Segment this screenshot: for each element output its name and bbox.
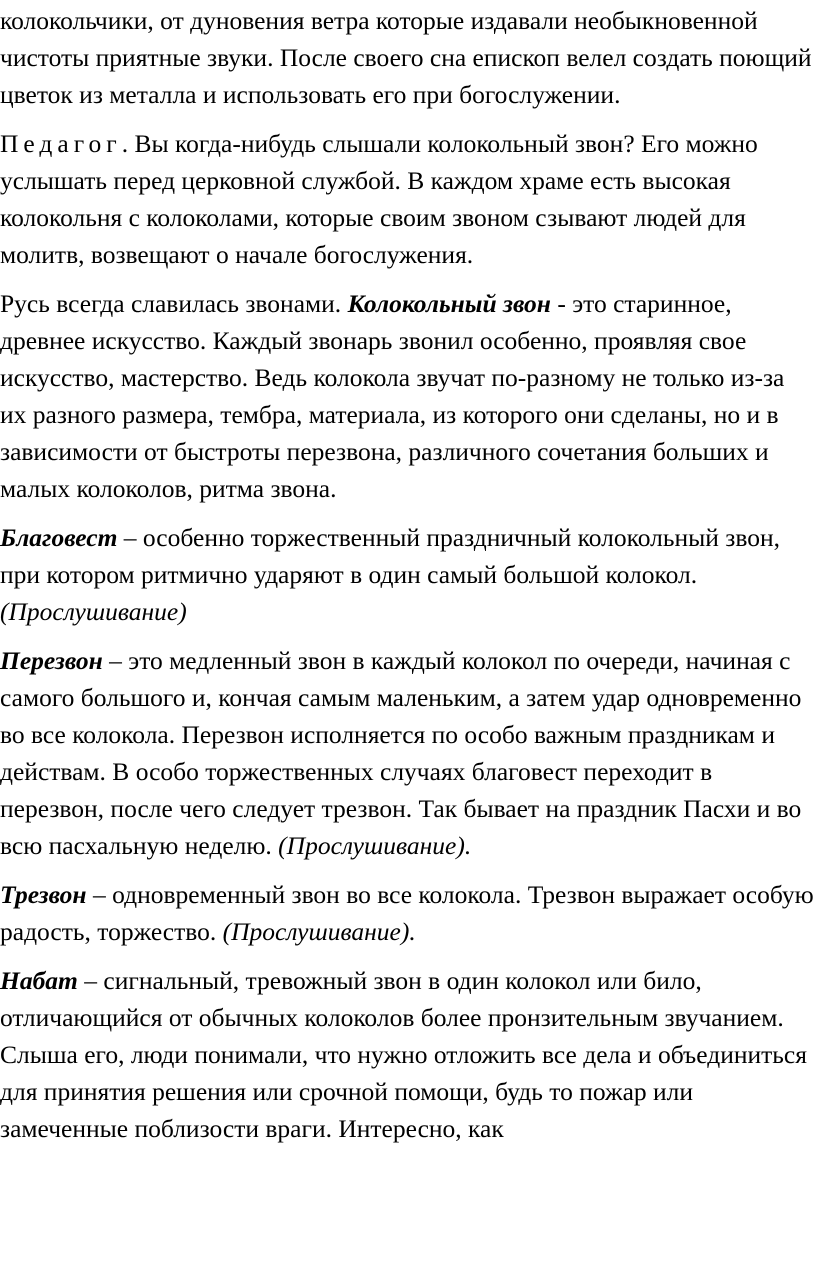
- paragraph-bell-ringing: [0, 285, 816, 507]
- paragraph-perezvon: [0, 642, 816, 864]
- term-bell-ringing: Колокольный звон: [347, 289, 551, 318]
- paragraph-text: – сигнальный, тревожный звон в один колокол или било, отличающийся от обычных колоколов более пронзительным звучанием. Слыша его, люди понимали, что нужно отложить все дела и объединиться для принятия решения или срочной помощи, будь то пожар или замеченные поблизости враги. Интересно, как: [0, 966, 807, 1143]
- paragraph-text: – особенно торжественный праздничный колокольный звон, при котором ритмично ударяют в один самый большой колокол.: [0, 523, 780, 589]
- paragraph-text: колокольчики, от дуновения ветра которые издавали необыкновенной чистоты приятные звуки. После своего сна епископ велел создать поющий цветок из металла и использовать его при богослужении.: [0, 6, 812, 109]
- paragraph-text: – одновременный звон во все колокола. Трезвон выражает особую радость, торжество.: [0, 880, 814, 946]
- paragraph-teacher-question: [0, 125, 816, 273]
- listening-note: (Прослушивание).: [278, 831, 472, 860]
- speaker-label: Педагог: [0, 129, 122, 158]
- paragraph-text: . Вы когда-нибудь слышали колокольный звон? Его можно услышать перед церковной службой. В каждом храме есть высокая колокольня с колоколами, которые своим звоном сзывают людей для молитв, возвещают о начале богослужения.: [0, 129, 758, 269]
- term-nabat: Набат: [0, 966, 78, 995]
- paragraph-text-after: - это старинное, древнее искусство. Каждый звонарь звонил особенно, проявляя свое искусство, мастерство. Ведь колокола звучат по-разному не только из-за их разного размера, тембра, материала, из которого они сделаны, но и в зависимости от быстроты перезвона, различного сочетания больших и малых колоколов, ритма звона.: [0, 289, 785, 503]
- listening-note: (Прослушивание): [0, 597, 187, 626]
- term-perezvon: Перезвон: [0, 646, 103, 675]
- paragraph-nabat: [0, 962, 816, 1147]
- paragraph-blagovest: [0, 519, 816, 630]
- paragraph-text-before: Русь всегда славилась звонами.: [0, 289, 348, 318]
- listening-note: (Прослушивание).: [222, 917, 416, 946]
- term-trezvon: Трезвон: [0, 880, 87, 909]
- paragraph-bell-flower-legend: [0, 2, 816, 113]
- paragraph-text: – это медленный звон в каждый колокол по очереди, начиная с самого большого и, кончая самым маленьким, а затем удар одновременно во все колокола. Перезвон исполняется по особо важным праздникам и действам. В особо торжественных случаях благовест переходит в перезвон, после чего следует трезвон. Так бывает на праздник Пасхи и во всю пасхальную неделю.: [0, 646, 802, 860]
- paragraph-trezvon: [0, 876, 816, 950]
- term-blagovest: Благовест: [0, 523, 118, 552]
